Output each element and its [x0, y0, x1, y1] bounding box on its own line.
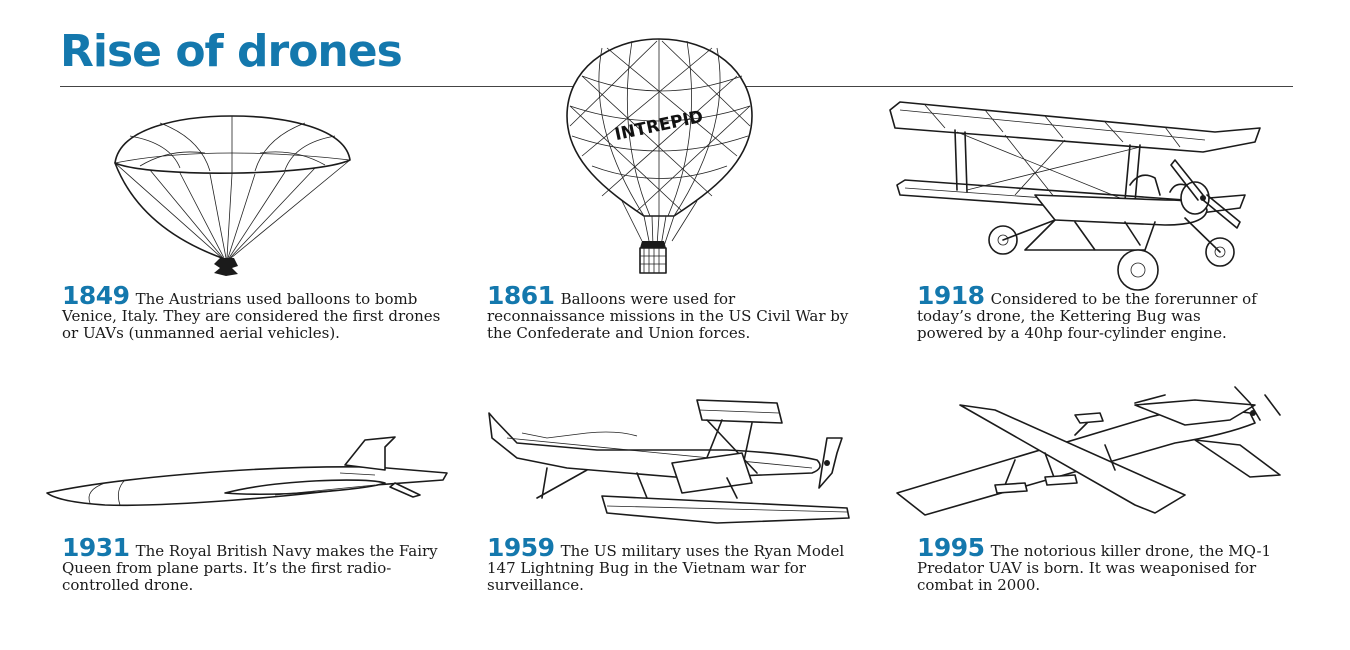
entry-description: The US military uses the Ryan Model 147 Lightning Bug in the Vietnam war for surveillance. — [487, 542, 845, 594]
biplane-illustration — [885, 100, 1265, 295]
entry-description: The Royal British Navy makes the Fairy Queen from plane parts. It’s the first radio-controlled drone. — [62, 542, 438, 594]
entry-description: Considered to be the forerunner of today’s drone, the Kettering Bug was powered by a 40hp four-cylinder engine. — [917, 290, 1257, 342]
timeline-entry-1959 — [487, 533, 847, 594]
floatplane-illustration — [487, 398, 859, 528]
timeline-entry-1861 — [487, 281, 852, 342]
missile-plane-illustration — [45, 435, 450, 515]
year-label: 1849 — [62, 281, 130, 310]
timeline-entry-1849 — [62, 281, 442, 342]
predator-drone-illustration — [895, 385, 1285, 525]
entry-description: The notorious killer drone, the MQ-1 Predator UAV is born. It was weaponised for combat in 2000. — [917, 542, 1272, 594]
parachute-balloon-illustration — [110, 108, 355, 283]
year-label: 1931 — [62, 533, 130, 562]
year-label: 1995 — [917, 533, 985, 562]
timeline-entry-1918 — [917, 281, 1262, 342]
balloon-label: INTREPID — [613, 106, 705, 146]
entry-description: The Austrians used balloons to bomb Venice, Italy. They are considered the first drones or UAVs (unmanned aerial vehicles). — [62, 290, 441, 342]
year-label: 1918 — [917, 281, 985, 310]
hot-air-balloon-illustration — [562, 36, 757, 281]
year-label: 1861 — [487, 281, 555, 310]
timeline-entry-1931 — [62, 533, 462, 594]
entry-description: Balloons were used for reconnaissance missions in the US Civil War by the Confederate and Union forces. — [487, 290, 849, 342]
page-title: Rise of drones — [60, 26, 402, 77]
year-label: 1959 — [487, 533, 555, 562]
timeline-entry-1995 — [917, 533, 1312, 594]
